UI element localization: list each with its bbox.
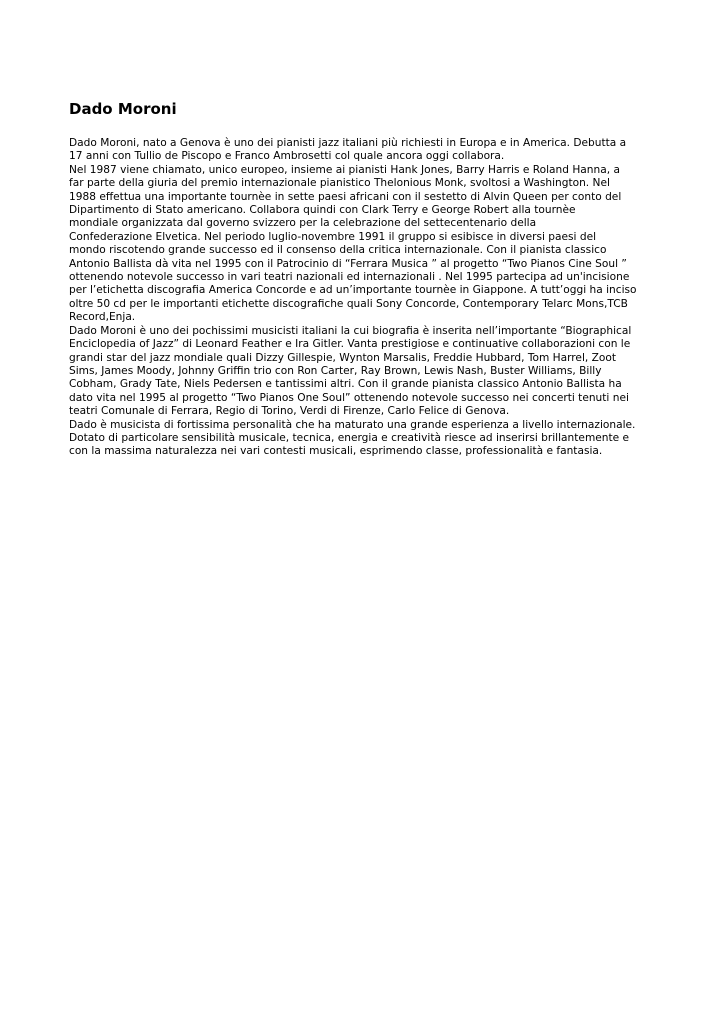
text-line: Dado è musicista di fortissima personalità che ha maturato una grande esperienza a livello internazionale.	[69, 418, 636, 431]
text-line: Sims, James Moody, Johnny Griffin trio con Ron Carter, Ray Brown, Lewis Nash, Buster Williams, Billy	[69, 364, 602, 377]
text-line: teatri Comunale di Ferrara, Regio di Torino, Verdi di Firenze, Carlo Felice di Genova.	[69, 405, 510, 418]
text-line: Antonio Ballista dà vita nel 1995 con il Patrocinio di “Ferrara Musica ” al progetto “Two Pianos Cine Soul ”	[69, 257, 627, 270]
text-line: Cobham, Grady Tate, Niels Pedersen e tantissimi altri. Con il grande pianista classico Antonio Ballista ha	[69, 378, 622, 391]
text-line: Enciclopedia of Jazz” di Leonard Feather e Ira Gitler. Vanta prestigiose e continuative collaborazioni con le	[69, 338, 631, 351]
text-line: mondo riscotendo grande successo ed il consenso della critica internazionale. Con il pianista classico	[69, 244, 607, 257]
paragraph-conclusion	[69, 419, 659, 459]
text-line: Dado Moroni è uno dei pochissimi musicisti italiani la cui biografia è inserita nell’importante “Biographical	[69, 324, 632, 337]
text-line: 17 anni con Tullio de Piscopo e Franco Ambrosetti col quale ancora oggi collabora.	[69, 150, 505, 163]
text-line: Confederazione Elvetica. Nel periodo luglio-novembre 1991 il gruppo si esibisce in diversi paesi del	[69, 230, 597, 243]
text-line: grandi star del jazz mondiale quali Dizzy Gillespie, Wynton Marsalis, Freddie Hubbard, Tom Harrel, Zoot	[69, 351, 617, 364]
document-body	[69, 100, 659, 459]
text-line: dato vita nel 1995 al progetto “Two Pianos One Soul” ottenendo notevole successo nei concerti tenuti nei	[69, 391, 629, 404]
document-title: Dado Moroni	[69, 100, 177, 118]
text-line: Nel 1987 viene chiamato, unico europeo, insieme ai pianisti Hank Jones, Barry Harris e Roland Hanna, a	[69, 163, 620, 176]
text-line: Record,Enja.	[69, 311, 136, 324]
text-line: con la massima naturalezza nei vari contesti musicali, esprimendo classe, professionalità e fantasia.	[69, 445, 603, 458]
text-line: Dado Moroni, nato a Genova è uno dei pianisti jazz italiani più richiesti in Europa e in America. Debutta a	[69, 137, 627, 149]
text-line: far parte della giuria del premio internazionale pianistico Thelonious Monk, svoltosi a Washington. Nel	[69, 177, 610, 190]
paragraph-intro	[69, 137, 659, 164]
text-line: Dotato di particolare sensibilità musicale, tecnica, energia e creatività riesce ad inserirsi brillantemente e	[69, 431, 630, 444]
paragraph-collaborations	[69, 325, 659, 419]
text-line: 1988 effettua una importante tournèe in sette paesi africani con il sestetto di Alvin Queen per conto del	[69, 190, 622, 203]
text-line: oltre 50 cd per le importanti etichette discografiche quali Sony Concorde, Contemporary Telarc Mons,TCB	[69, 297, 628, 310]
text-line: per l’etichetta discografia America Concorde e ad un’importante tournèe in Giappone. A tutt’oggi ha inciso	[69, 284, 637, 297]
text-line: ottenendo notevole successo in vari teatri nazionali ed internazionali . Nel 1995 partecipa ad un'incisione	[69, 271, 630, 284]
paragraph-career	[69, 164, 659, 325]
text-line: Dipartimento di Stato americano. Collabora quindi con Clark Terry e George Robert alla tournèe	[69, 204, 576, 217]
text-line: mondiale organizzata dal governo svizzero per la celebrazione del settecentenario della	[69, 217, 537, 230]
